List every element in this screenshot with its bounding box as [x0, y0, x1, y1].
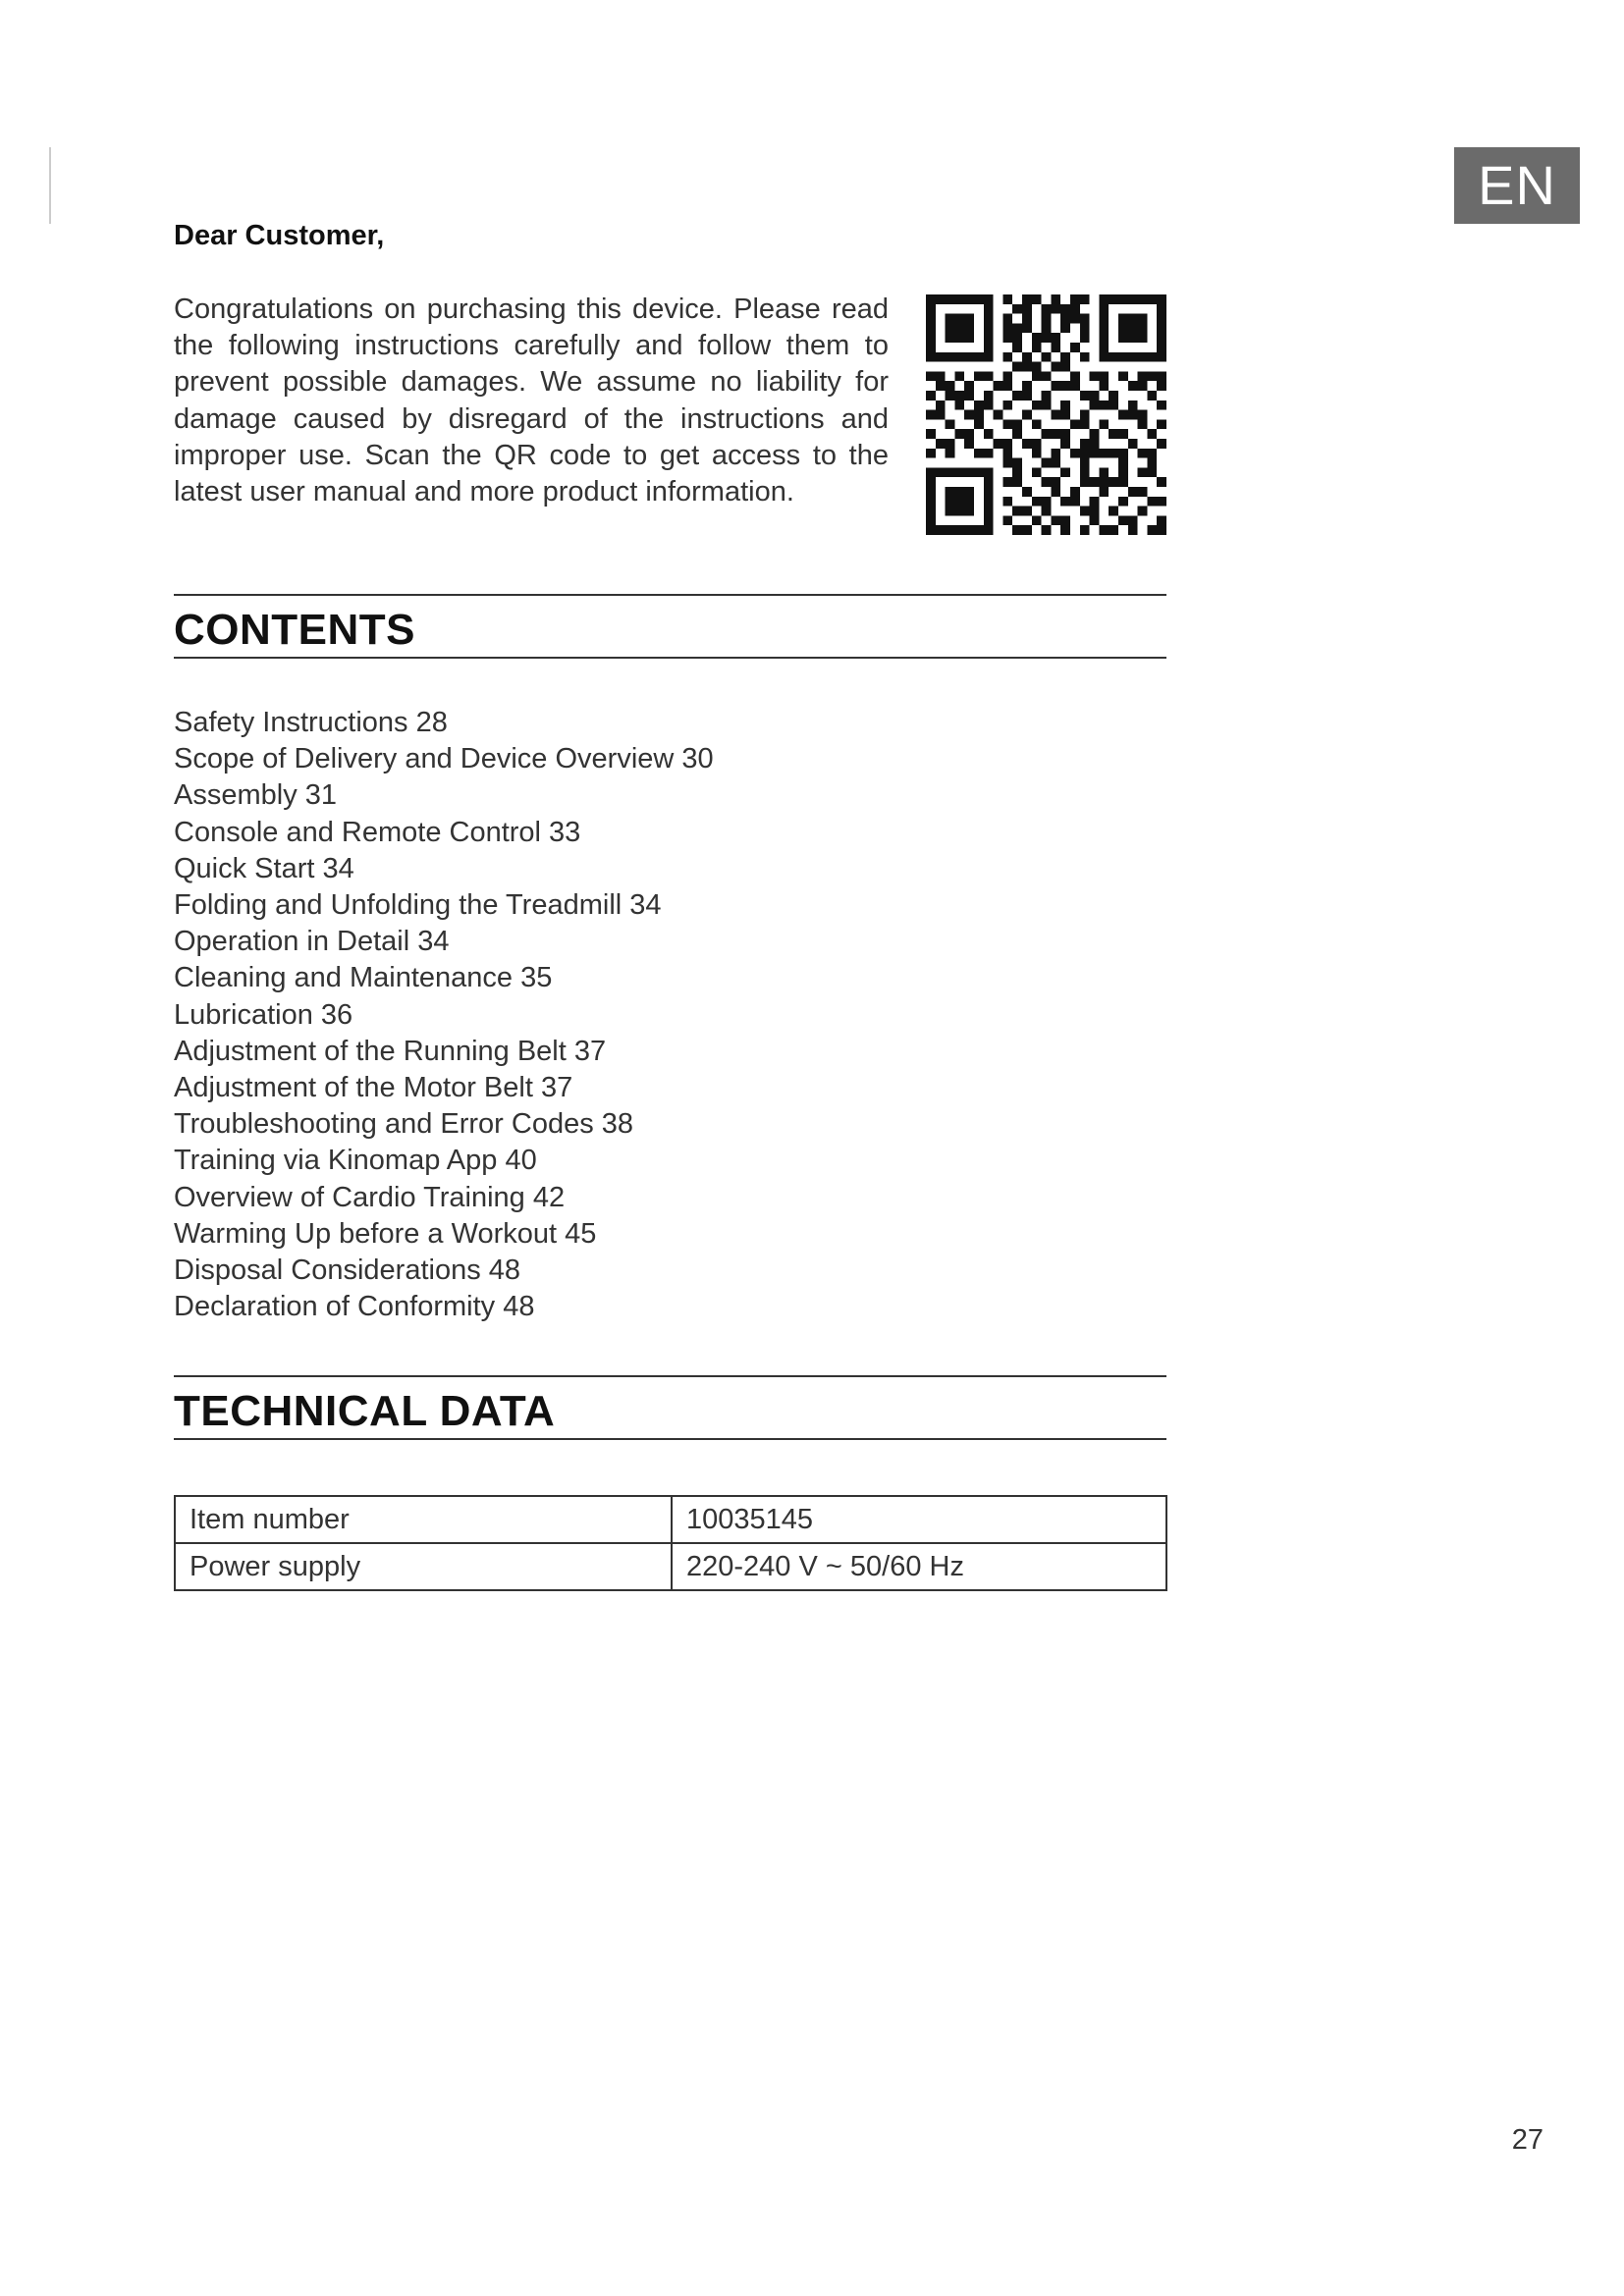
toc-item: Warming Up before a Workout 45: [174, 1217, 597, 1250]
toc-item: Overview of Cardio Training 42: [174, 1181, 566, 1213]
qr-code-icon: [926, 294, 1166, 535]
table-of-contents: [174, 705, 714, 1325]
toc-item: Lubrication 36: [174, 998, 353, 1031]
toc-item: Adjustment of the Motor Belt 37: [174, 1072, 573, 1104]
technical-data-table: [174, 1495, 1167, 1591]
toc-item: Console and Remote Control 33: [174, 816, 581, 848]
spec-label: Item number: [175, 1496, 672, 1543]
technical-data-heading-block: [174, 1375, 1166, 1440]
toc-item: Cleaning and Maintenance 35: [174, 962, 553, 994]
toc-item: Operation in Detail 34: [174, 926, 450, 958]
page-number: 27: [1511, 2124, 1543, 2156]
toc-item: Safety Instructions 28: [174, 707, 448, 738]
table-row: [175, 1496, 1166, 1543]
toc-item: Quick Start 34: [174, 852, 354, 884]
contents-heading: CONTENTS: [174, 606, 415, 654]
toc-item: Adjustment of the Running Belt 37: [174, 1035, 607, 1067]
spec-label: Power supply: [175, 1543, 672, 1590]
table-row: [175, 1543, 1166, 1590]
spec-value: 220-240 V ~ 50/60 Hz: [672, 1543, 1166, 1590]
margin-rule: [49, 147, 51, 224]
toc-item: Disposal Considerations 48: [174, 1255, 521, 1287]
greeting: Dear Customer,: [174, 220, 385, 251]
toc-item: Training via Kinomap App 40: [174, 1145, 537, 1177]
qr-code: [926, 294, 1166, 535]
intro-paragraph: Congratulations on purchasing this device. Please read the following instructions carefully and follow them to prevent possible damages. We assume no liability for damage caused by disregard of the instructions and improper use. Scan the QR code to get access to the latest user manual and more product information.: [174, 294, 889, 508]
technical-data-heading: TECHNICAL DATA: [174, 1387, 556, 1435]
toc-item: Assembly 31: [174, 779, 338, 812]
toc-item: Scope of Delivery and Device Overview 30: [174, 743, 714, 775]
toc-item: Folding and Unfolding the Treadmill 34: [174, 889, 662, 922]
toc-item: Declaration of Conformity 48: [174, 1291, 535, 1323]
spec-value: 10035145: [672, 1496, 1166, 1543]
language-badge: EN: [1454, 147, 1580, 224]
toc-item: Troubleshooting and Error Codes 38: [174, 1108, 634, 1141]
contents-heading-block: [174, 594, 1166, 659]
